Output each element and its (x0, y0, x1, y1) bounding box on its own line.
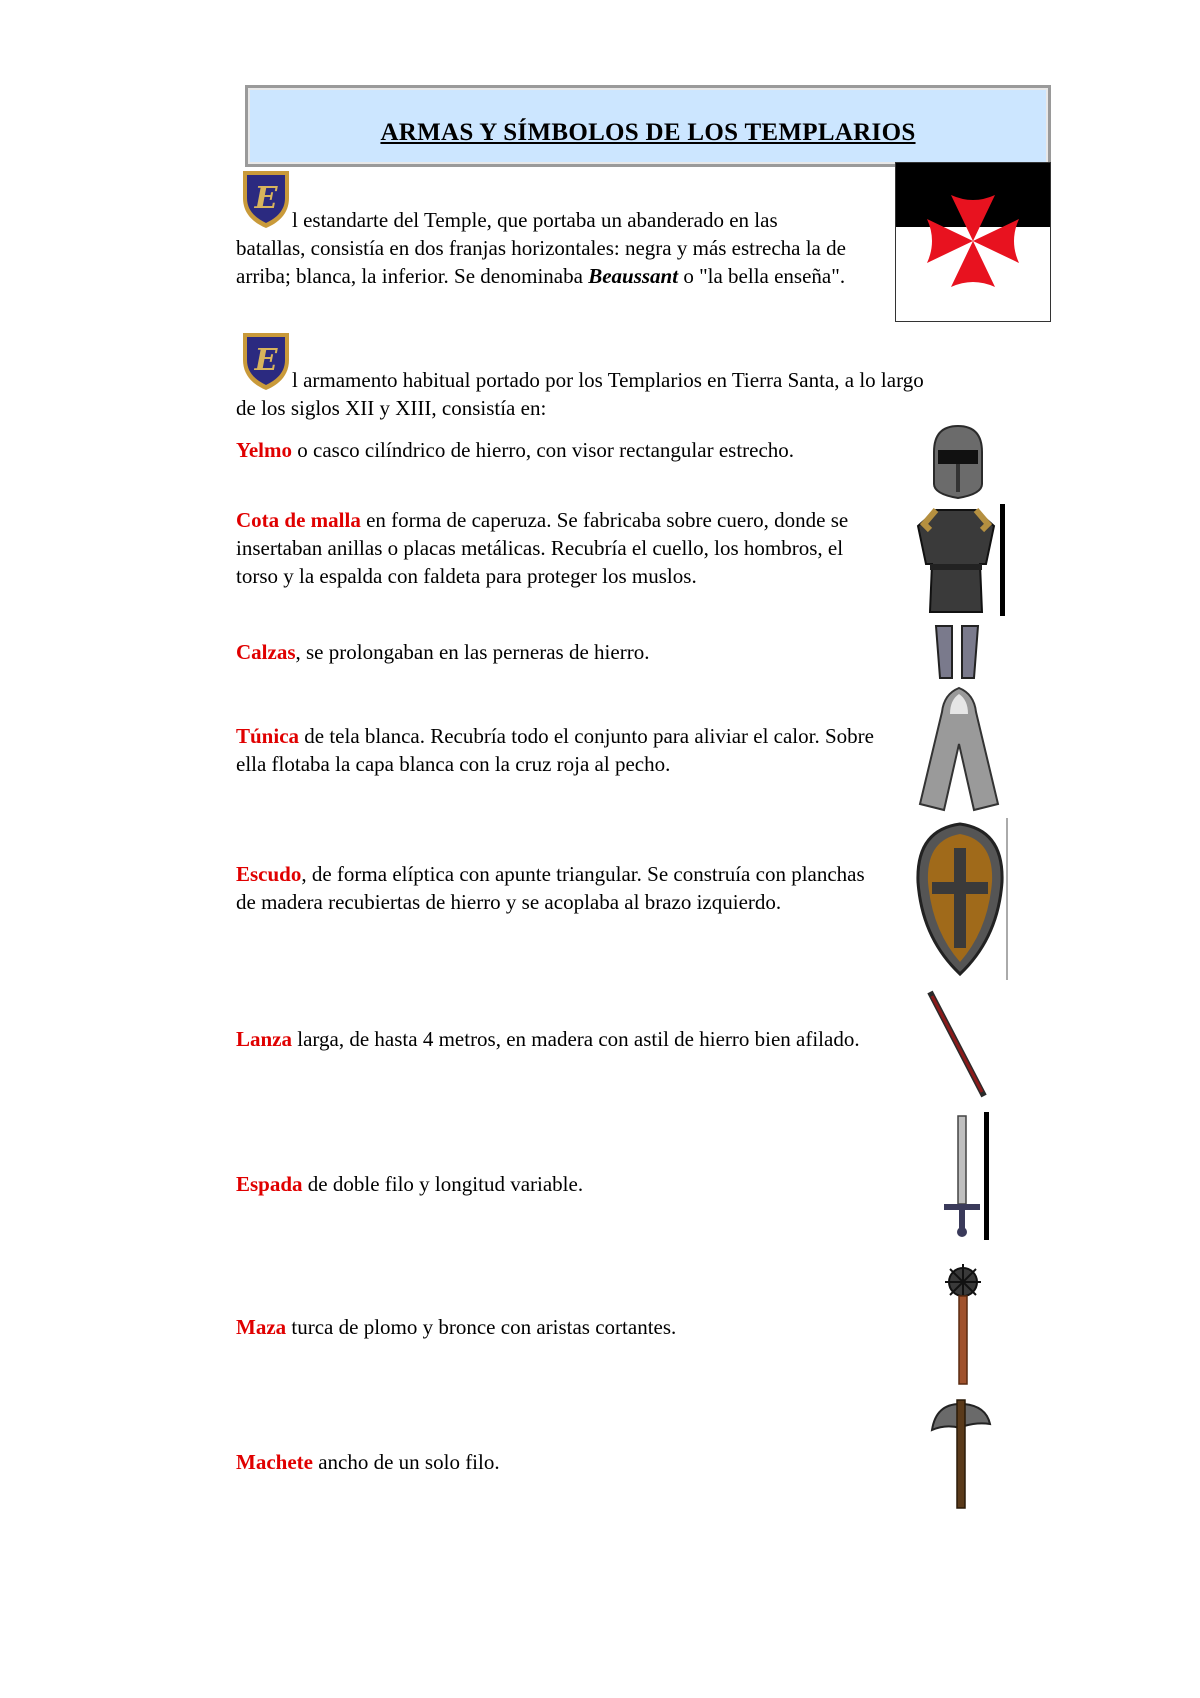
item-lanza (236, 1025, 876, 1053)
item-description: , se prolongaban en las perneras de hierro. (295, 640, 650, 664)
armament-paragraph-text: de los siglos XII y XIII, consistía en: (236, 396, 547, 420)
item-description: de tela blanca. Recubría todo el conjunto para aliviar el calor. Sobre ella flotaba la capa blanca con la cruz roja al pecho. (236, 724, 874, 776)
mace-icon (940, 1262, 986, 1388)
initial-letter: E (254, 181, 278, 216)
beaussant-term: Beaussant (588, 264, 679, 288)
item-machete (236, 1448, 876, 1476)
banner-paragraph-end: o "la bella enseña". (678, 264, 846, 288)
item-yelmo (236, 436, 876, 464)
greaves-icon (930, 622, 986, 682)
title-banner (245, 85, 1051, 167)
item-term: Maza (236, 1315, 287, 1339)
item-description: de doble filo y longitud variable. (302, 1172, 584, 1196)
item-description: o casco cilíndrico de hierro, con visor rectangular estrecho. (292, 438, 795, 462)
templar-flag-image (895, 162, 1051, 322)
banner-paragraph (236, 206, 876, 290)
item-espada (236, 1170, 876, 1198)
item-term: Yelmo (236, 438, 292, 462)
item-term: Cota de malla (236, 508, 361, 532)
tunic-cloak-icon (914, 684, 1004, 814)
armament-paragraph (236, 366, 1056, 422)
item-description: turca de plomo y bronce con aristas cortantes. (286, 1315, 677, 1339)
item-term: Calzas (236, 640, 296, 664)
item-term: Túnica (236, 724, 300, 748)
page-title: ARMAS Y SÍMBOLOS DE LOS TEMPLARIOS (380, 119, 916, 146)
item-maza (236, 1313, 876, 1341)
helmet-icon (928, 422, 988, 502)
sword-icon (932, 1112, 990, 1240)
item-tunica (236, 722, 876, 778)
item-term: Machete (236, 1450, 313, 1474)
item-term: Lanza (236, 1027, 293, 1051)
axe-icon (926, 1396, 996, 1512)
item-description: , de forma elíptica con apunte triangular. Se construía con planchas de madera recubiertas de hierro y se acoplaba al brazo izquierdo. (236, 862, 865, 914)
banner-paragraph-line1: l estandarte del Temple, que portaba un abanderado en las (292, 208, 778, 232)
item-term: Escudo (236, 862, 302, 886)
item-description: ancho de un solo filo. (312, 1450, 500, 1474)
lance-icon (922, 988, 992, 1100)
item-description: en forma de caperuza. Se fabricaba sobre cuero, donde se insertaban anillas o placas metálicas. Recubría el cuello, los hombros, el torso y la espalda con faldeta para proteger los muslos. (236, 508, 849, 588)
chainmail-icon (916, 504, 1006, 616)
initial-letter: E (254, 343, 278, 378)
item-description: larga, de hasta 4 metros, en madera con astil de hierro bien afilado. (292, 1027, 860, 1051)
cross-pattee-icon (896, 163, 1050, 321)
banner-paragraph-text: batallas, consistía en dos franjas horizontales: negra y más estrecha la de arriba; blanca, la inferior. Se denominaba (236, 236, 846, 288)
shield-item-icon (910, 818, 1010, 980)
item-calzas (236, 638, 876, 666)
item-escudo (236, 860, 876, 916)
armament-paragraph-line1: l armamento habitual portado por los Templarios en Tierra Santa, a lo largo (292, 368, 924, 392)
item-cota-de-malla (236, 506, 876, 590)
item-term: Espada (236, 1172, 303, 1196)
